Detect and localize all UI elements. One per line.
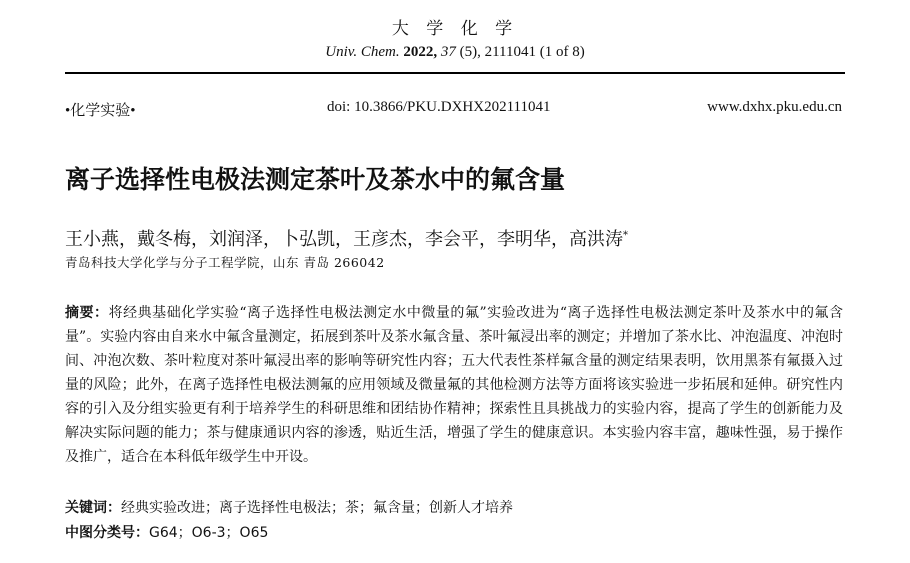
- keywords: [65, 497, 845, 519]
- corresponding-author-mark: *: [623, 230, 628, 241]
- doi-link[interactable]: doi: 10.3866/PKU.DXHX202111041: [327, 99, 551, 115]
- article-meta-row: [65, 99, 845, 121]
- authors-text: 王小燕，戴冬梅，刘润泽，卜弘凯，王彦杰，李会平，李明华，高洪涛: [65, 229, 623, 250]
- abstract-label: 摘要：: [65, 305, 109, 321]
- website-link[interactable]: www.dxhx.pku.edu.cn: [707, 99, 842, 115]
- classification-number: [65, 522, 845, 544]
- section-label: •化学实验•: [65, 103, 136, 119]
- keywords-label: 关键词：: [65, 500, 121, 516]
- journal-name: 大 学 化 学: [391, 19, 519, 39]
- header-rule: [65, 72, 845, 74]
- citation-volume: 37: [440, 44, 456, 60]
- citation-journal: Univ. Chem.: [325, 44, 400, 60]
- abstract-text: 将经典基础化学实验“离子选择性电极法测定水中微量的氟”实验改进为“离子选择性电极法测定茶叶及茶水中的氟含量”。实验内容由自来水中氟含量测定，拓展到茶叶及茶水氟含量、茶叶氟浸出率的测定；并增加了茶水比、冲泡温度、冲泡时间、冲泡次数、茶叶粒度对茶叶氟浸出率的影响等研究性内容；五大代表性茶样氟含量的测定结果表明，饮用黑茶有氟摄入过量的风险；此外，在离子选择性电极法测氟的应用领域及微量氟的其他检测方法等方面将该实验进一步拓展和延伸。研究性内容的引入及分组实验更有利于培养学生的科研思维和团结协作精神；探索性且具挑战力的实验内容，提高了学生的创新能力及解决实际问题的能力；茶与健康通识内容的渗透，贴近生活，增强了学生的健康意识。本实验内容丰富，趣味性强，易于操作及推广，适合在本科低年级学生中开设。: [65, 305, 844, 465]
- clc-text: G64；O6-3；O65: [149, 525, 269, 541]
- citation-issue-pages: (5), 2111041 (1 of 8): [459, 44, 585, 60]
- clc-label: 中图分类号：: [65, 525, 149, 541]
- citation-year: 2022,: [403, 44, 438, 60]
- keywords-text: 经典实验改进；离子选择性电极法；茶；氟含量；创新人才培养: [121, 500, 513, 516]
- abstract: [65, 301, 843, 469]
- journal-citation: [0, 44, 910, 61]
- author-list: [65, 223, 845, 253]
- article-title: 离子选择性电极法测定茶叶及茶水中的氟含量: [65, 165, 566, 194]
- affiliation: 青岛科技大学化学与分子工程学院，山东 青岛 266042: [65, 255, 385, 270]
